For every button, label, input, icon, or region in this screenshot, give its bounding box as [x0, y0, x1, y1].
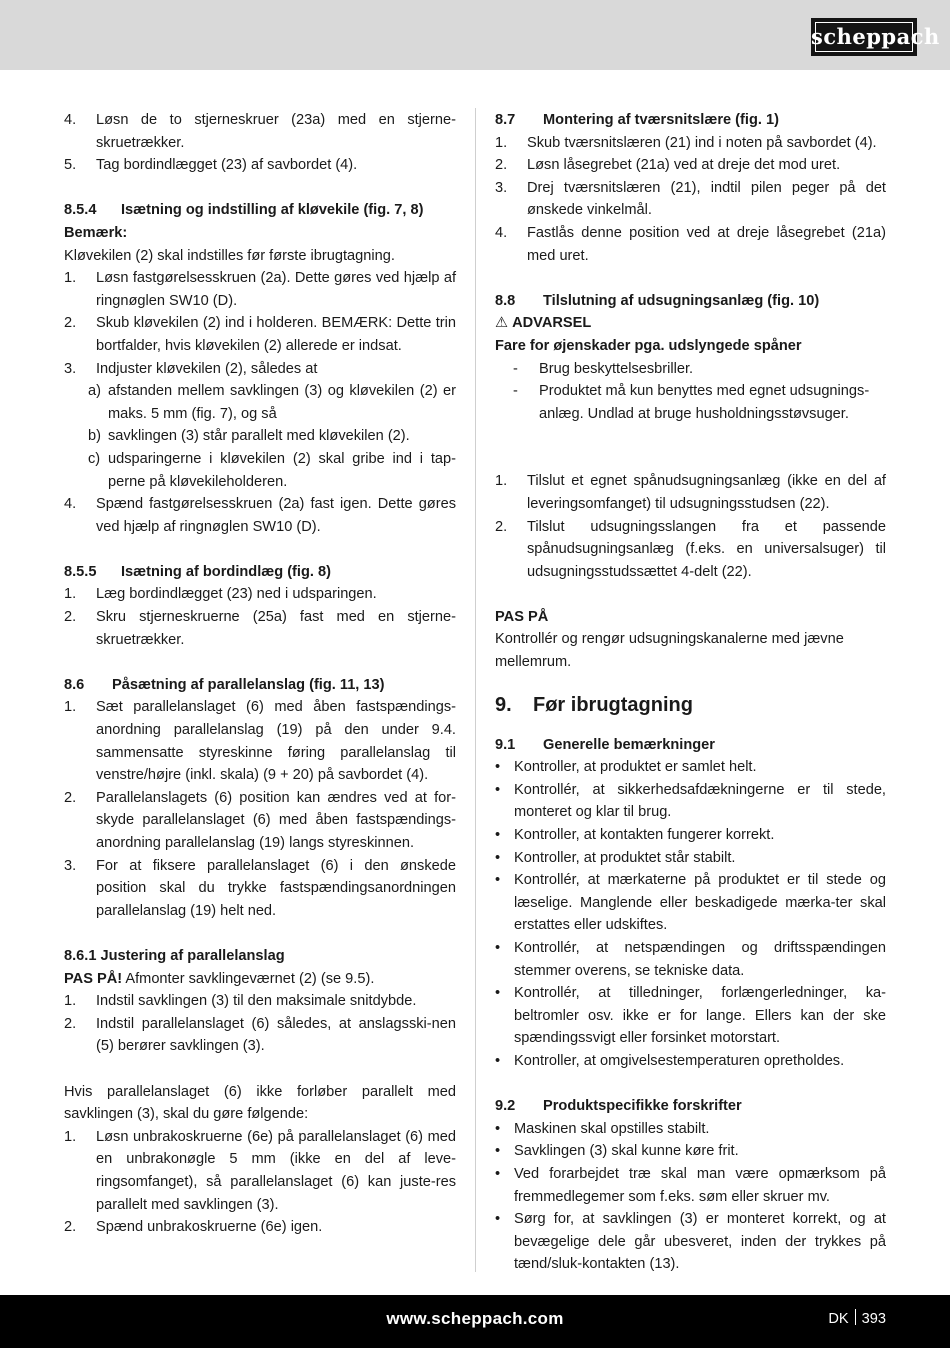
page-number	[828, 1307, 886, 1331]
list-item	[495, 470, 886, 515]
item-number: 3.	[495, 179, 508, 196]
page-header	[0, 0, 950, 70]
item-number: 1.	[495, 134, 508, 151]
item-text: Skub tværsnitslæren (21) ind i noten på savbordet (4).	[527, 134, 877, 151]
bullet-item	[495, 982, 886, 1050]
list-item-group	[495, 470, 886, 583]
item-text: Kontrollér, at tilledninger, forlængerledninger, ka-beltromler osv. ikke er for lange. Ellers kan der ske spændingssvigt eller forsinket motorstart.	[514, 985, 886, 1047]
item-text: Kontroller, at kontakten fungerer korrekt.	[514, 827, 775, 844]
section-heading-8-8	[495, 290, 886, 313]
item-text: Drej tværsnitslæren (21), indtil pilen peger på det ønskede vinkelmål.	[527, 179, 886, 219]
item-text: Savklingen (3) skal kunne køre frit.	[514, 1143, 739, 1160]
item-number: 2.	[495, 157, 508, 174]
bullet-icon: •	[495, 872, 501, 889]
item-text: Fastlås denne position ved at dreje låsegrebet (21a) med uret.	[527, 224, 886, 264]
item-number: 5.	[64, 157, 77, 174]
bullet-item	[495, 1140, 886, 1163]
warning-label: ADVARSEL	[512, 315, 592, 332]
item-number: 1.	[64, 993, 77, 1010]
item-number: 2.	[64, 1219, 77, 1236]
bullet-icon: •	[495, 1143, 501, 1160]
sub-list-item	[64, 425, 456, 448]
list-item	[64, 1013, 456, 1058]
heading-number: 8.5.4	[64, 202, 97, 219]
list-item	[64, 787, 456, 855]
bullet-item	[495, 1050, 886, 1073]
heading-title: Før ibrugtagning	[533, 693, 693, 716]
item-text: Parallelanslagets (6) position kan ændres ved at for-skyde parallelanslaget (6) med åben fastspændings-anordning parallelanslag (19) langs styreskinnen.	[96, 789, 456, 851]
item-text: Løsn unbrakoskruerne (6e) på parallelanslaget (6) med en unbrakonøgle 5 mm (ikke en del af leve-ringsomfanget), så parallelanslaget (6) kan juste-res parallelt med savklingen (3).	[96, 1128, 456, 1213]
item-text: Tilslut et egnet spånudsugningsanlæg (ikke en del af leveringsomfanget) til udsugningsstudsen (22).	[527, 473, 886, 512]
item-text: Løsn fastgørelsesskruen (2a). Dette gøres ved hjælp af ringnøglen SW10 (D).	[96, 270, 456, 309]
item-text: Læg bordindlægget (23) ned i udsparingen.	[96, 586, 377, 603]
item-number: 4.	[64, 496, 77, 513]
caution-label: PAS PÅ!	[64, 970, 123, 987]
item-text: udsparingerne i kløvekilen (2) skal gribe ind i tap-perne på kløvekileholderen.	[108, 450, 456, 490]
item-text: Skru stjerneskruerne (25a) fast med en stjerne-skruetrækker.	[96, 609, 456, 648]
item-number: b)	[88, 428, 101, 445]
item-text: Indstil parallelanslaget (6) således, at anslagsski-nen (5) berører savklingen (3).	[96, 1015, 456, 1055]
item-number: 1.	[64, 270, 77, 287]
bullet-item	[495, 1208, 886, 1276]
bullet-item	[495, 779, 886, 824]
item-text: savklingen (3) står parallelt med kløvekilen (2).	[108, 428, 410, 445]
list-item	[64, 109, 456, 154]
bullet-item	[495, 824, 886, 847]
item-number: 2.	[495, 518, 508, 535]
item-text: Kontroller, at produktet står stabilt.	[514, 849, 736, 866]
bullet-item	[495, 847, 886, 870]
list-item	[64, 493, 456, 538]
warning-icon: ⚠	[495, 315, 509, 332]
item-number: 1.	[495, 473, 508, 490]
page-footer	[0, 1295, 950, 1348]
item-text: Brug beskyttelsesbriller.	[539, 360, 694, 377]
note-label: Bemærk:	[64, 224, 128, 241]
heading-title: Montering af tværsnitslære (fig. 1)	[543, 112, 779, 128]
section-heading-9-1	[495, 734, 886, 757]
item-text: Spænd fastgørelsesskruen (2a) fast igen. Dette gøres ved hjælp af ringnøglen SW10 (D).	[96, 496, 456, 535]
item-text: afstanden mellem savklingen (3) og kløvekilen (2) er maks. 5 mm (fig. 7), og så	[108, 383, 456, 422]
dash-list-item	[495, 380, 886, 425]
item-text: Kontrollér, at sikkerhedsafdækningerne er til stede, monteret og klar til brug.	[514, 781, 886, 821]
heading-title: Påsætning af parallelanslag (fig. 11, 13)	[112, 676, 385, 693]
item-number: 2.	[64, 315, 77, 332]
item-text: Løsn låsegrebet (21a) ved at dreje det mod uret.	[527, 157, 841, 174]
item-text: Indstil savklingen (3) til den maksimale snitdybde.	[96, 993, 417, 1010]
list-item	[64, 696, 456, 786]
caution-label: PAS PÅ	[495, 608, 549, 625]
item-number: 2.	[64, 789, 77, 806]
bullet-icon: •	[495, 940, 501, 956]
bullet-item	[495, 937, 886, 982]
bullet-icon: •	[495, 1120, 501, 1137]
item-text: Ved forarbejdet træ skal man være opmærksom på fremmedlegemer som f.eks. søm eller skruer mv.	[514, 1165, 886, 1205]
brand-logo-text: scheppach	[811, 24, 940, 49]
list-item	[64, 990, 456, 1013]
section-heading-8-6-1: 8.6.1 Justering af parallelanslag	[64, 947, 285, 964]
bullet-item	[495, 1163, 886, 1208]
left-column	[64, 109, 456, 1239]
bullet-item	[495, 756, 886, 779]
item-number: 1.	[64, 586, 77, 603]
bullet-icon: •	[495, 985, 501, 1002]
heading-number: 9.1	[495, 736, 516, 753]
bullet-item	[495, 869, 886, 937]
item-text: Kontroller, at omgivelsestemperaturen opretholdes.	[514, 1052, 845, 1069]
note-text: Kløvekilen (2) skal indstilles før første ibrugtagning.	[64, 247, 395, 264]
item-number: 3.	[64, 360, 77, 377]
section-heading-8-5-5	[64, 561, 456, 584]
warning-heading	[495, 312, 886, 335]
item-text: Kontrollér, at netspændingen og driftsspændingen stemmer overens, se tekniske data.	[514, 940, 886, 979]
bullet-icon: •	[495, 1165, 501, 1182]
item-number: 1.	[64, 699, 77, 716]
caution-line	[64, 968, 456, 991]
list-item	[64, 267, 456, 312]
column-divider	[475, 108, 476, 1272]
item-number: 3.	[64, 857, 77, 874]
dash-list-item	[495, 358, 886, 381]
bullet-item	[495, 1118, 886, 1141]
item-text: Løsn de to stjerneskruer (23a) med en stjerne-skruetrækker.	[96, 112, 456, 151]
item-text: Kontroller, at produktet er samlet helt.	[514, 759, 757, 776]
heading-number: 9.2	[495, 1098, 516, 1115]
item-number: 4.	[64, 112, 77, 128]
list-item	[495, 132, 886, 155]
item-number: 1.	[64, 1128, 77, 1145]
bullet-icon: •	[495, 827, 501, 844]
list-item	[64, 1126, 456, 1216]
item-text: Produktet må kun benyttes med egnet udsugnings-anlæg. Undlad at bruge husholdningsstøvsuger.	[539, 383, 870, 422]
list-item	[64, 154, 456, 177]
sub-list-item	[64, 448, 456, 493]
heading-number: 8.5.5	[64, 563, 97, 580]
warning-subheading: Fare for øjenskader pga. udslyngede spåner	[495, 337, 802, 354]
item-number: a)	[88, 383, 101, 400]
right-column	[495, 109, 886, 1276]
heading-title: Produktspecifikke forskrifter	[543, 1098, 742, 1115]
list-item	[495, 516, 886, 584]
list-item	[64, 606, 456, 651]
heading-number: 9.	[495, 693, 512, 716]
bullet-icon: •	[495, 1052, 501, 1069]
item-text: Kontrollér, at mærkaterne på produktet er til stede og læselige. Manglende eller beskadigede mærka-ter skal erstattes eller udskiftes.	[514, 872, 886, 934]
sub-list-item	[64, 380, 456, 425]
bullet-icon: •	[495, 781, 501, 798]
list-item	[64, 358, 456, 381]
bullet-icon: •	[495, 759, 501, 776]
section-heading-8-5-4	[64, 199, 456, 222]
caution-text: Kontrollér og rengør udsugningskanalerne med jævne mellemrum.	[495, 631, 844, 671]
item-number: 2.	[64, 1015, 77, 1032]
heading-number: 8.6	[64, 676, 85, 693]
bullet-icon: •	[495, 849, 501, 866]
bullet-icon: •	[495, 1211, 501, 1228]
item-number: 4.	[495, 224, 508, 241]
item-number: 2.	[64, 609, 77, 626]
heading-number: 8.7	[495, 112, 516, 128]
item-text: Maskinen skal opstilles stabilt.	[514, 1120, 710, 1137]
list-item	[64, 312, 456, 357]
item-text: Tilslut udsugningsslangen fra et passende spånudsugningsanlæg (f.eks. en universalsuger) til udsugningsstudssættet 4-delt (22).	[527, 518, 886, 580]
heading-title: Tilslutning af udsugningsanlæg (fig. 10)	[543, 292, 820, 309]
heading-title: Generelle bemærkninger	[543, 736, 715, 753]
heading-title: Isætning og indstilling af kløvekile (fig. 7, 8)	[121, 202, 424, 219]
caution-text: Afmonter savklingeværnet (2) (se 9.5).	[122, 970, 375, 987]
page-number-value: 393	[861, 1311, 886, 1327]
list-item	[64, 1216, 456, 1239]
item-text: For at fiksere parallelanslaget (6) i den ønskede position skal du trykke fastspændingsanordningen parallelanslag (19) helt ned.	[96, 857, 456, 919]
item-text: Sørg for, at savklingen (3) er monteret korrekt, og at bevægelige dele går ubesveret, inden der trykkes på tænd/sluk-kontakten (13).	[514, 1211, 886, 1273]
section-heading-9-2	[495, 1095, 886, 1118]
list-item	[495, 222, 886, 267]
list-item	[495, 154, 886, 177]
list-item	[64, 855, 456, 923]
paragraph: Hvis parallelanslaget (6) ikke forløber parallelt med savklingen (3), skal du gøre følgende:	[64, 1083, 456, 1123]
item-text: Indjuster kløvekilen (2), således at	[96, 360, 318, 377]
section-heading-8-7	[495, 109, 886, 132]
item-text: Spænd unbrakoskruerne (6e) igen.	[96, 1219, 323, 1236]
website-link[interactable]: www.scheppach.com	[386, 1309, 564, 1328]
chapter-heading-9	[495, 690, 886, 720]
item-text: Sæt parallelanslaget (6) med åben fastspændings-anordning parallelanslag (19) på den under 9.4. sammensatte styreskinne føring parallelanslag til venstre/højre (inkl. skala) (9 + 20) på savbordet (4).	[96, 699, 456, 784]
brand-logo	[811, 18, 940, 56]
item-text: Tag bordindlægget (23) af savbordet (4).	[96, 157, 358, 174]
heading-title: Isætning af bordindlæg (fig. 8)	[121, 563, 331, 580]
separator	[855, 1309, 856, 1325]
section-heading-8-6	[64, 674, 456, 697]
item-number: -	[513, 383, 518, 400]
list-item	[495, 177, 886, 222]
list-item	[64, 583, 456, 606]
heading-number: 8.8	[495, 292, 516, 309]
item-number: c)	[88, 450, 101, 467]
item-number: -	[513, 360, 518, 377]
item-text: Skub kløvekilen (2) ind i holderen. BEMÆRK: Dette trin bortfalder, hvis kløvekilen (2) allerede er indsat.	[96, 315, 456, 354]
language-code: DK	[828, 1311, 849, 1327]
